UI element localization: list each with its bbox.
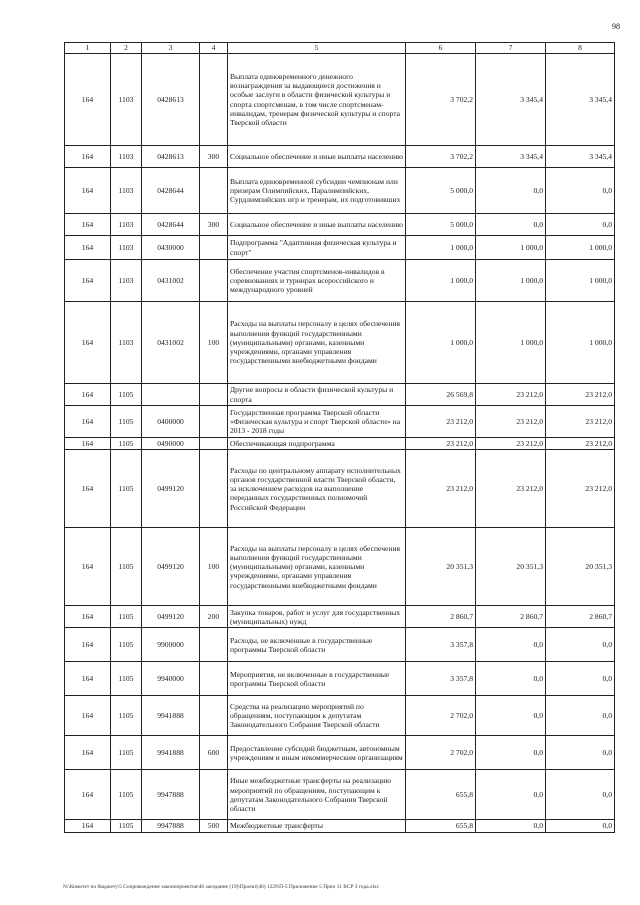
cell-c3: 9947888 xyxy=(142,770,200,820)
cell-c4: 200 xyxy=(200,606,228,628)
cell-c1: 164 xyxy=(65,260,111,302)
cell-v7: 2 860,7 xyxy=(476,606,546,628)
cell-c4 xyxy=(200,662,228,696)
cell-c4 xyxy=(200,450,228,528)
cell-c1: 164 xyxy=(65,438,111,450)
cell-v7: 23 212,0 xyxy=(476,384,546,406)
cell-v7: 23 212,0 xyxy=(476,438,546,450)
cell-c3: 0499120 xyxy=(142,606,200,628)
cell-v8: 0,0 xyxy=(546,662,615,696)
cell-desc: Расходы на выплаты персоналу в целях обеспечения выполнения функций государственными (муниципальными) органами, казенными учреждениями, органами управления государственными внебюджетными фондами xyxy=(228,302,406,384)
cell-c4: 100 xyxy=(200,302,228,384)
column-header: 5 xyxy=(228,43,406,54)
table-row xyxy=(65,54,615,146)
cell-c3: 0428644 xyxy=(142,168,200,214)
cell-v8: 20 351,3 xyxy=(546,528,615,606)
column-header: 1 xyxy=(65,43,111,54)
cell-v6: 5 000,0 xyxy=(406,168,476,214)
table-row xyxy=(65,736,615,770)
cell-c3: 0490000 xyxy=(142,438,200,450)
cell-v7: 1 000,0 xyxy=(476,302,546,384)
column-header: 6 xyxy=(406,43,476,54)
cell-desc: Расходы на выплаты персоналу в целях обеспечения выполнения функций государственными (муниципальными) органами, казенными учреждениями, органами управления государственными внебюджетными фондами xyxy=(228,528,406,606)
cell-v6: 5 000,0 xyxy=(406,214,476,236)
cell-v7: 0,0 xyxy=(476,770,546,820)
cell-c1: 164 xyxy=(65,236,111,260)
cell-c2: 1105 xyxy=(111,736,142,770)
cell-desc: Выплата единовременного денежного вознаграждения за выдающиеся достижения и особые заслуги в области физической культуры и спорта спортсменам, в том числе спортсменам-инвалидам, тренерам физической культуры и спорта Тверской области xyxy=(228,54,406,146)
cell-c2: 1105 xyxy=(111,820,142,832)
table-row xyxy=(65,438,615,450)
cell-c2: 1105 xyxy=(111,438,142,450)
cell-c1: 164 xyxy=(65,406,111,438)
cell-v7: 0,0 xyxy=(476,820,546,832)
cell-desc: Иные межбюджетные трансферты на реализацию мероприятий по обращениям, поступающим к депутатам Законодательного Собрания Тверской области xyxy=(228,770,406,820)
table-header-row xyxy=(65,43,615,54)
cell-c4: 600 xyxy=(200,736,228,770)
table-row xyxy=(65,662,615,696)
cell-v7: 23 212,0 xyxy=(476,450,546,528)
table-row xyxy=(65,214,615,236)
table-row xyxy=(65,450,615,528)
cell-desc: Расходы по центральному аппарату исполнительных органов государственной власти Тверской области, за исключением расходов на выполнение переданных государственных полномочий Российской Федерации xyxy=(228,450,406,528)
cell-c2: 1103 xyxy=(111,260,142,302)
cell-c1: 164 xyxy=(65,820,111,832)
cell-v8: 0,0 xyxy=(546,736,615,770)
cell-c4 xyxy=(200,406,228,438)
cell-desc: Средства на реализацию мероприятий по обращениям, поступающим к депутатам Законодательного Собрания Тверской области xyxy=(228,696,406,736)
cell-c3: 0431002 xyxy=(142,260,200,302)
cell-v7: 1 000,0 xyxy=(476,236,546,260)
table-row xyxy=(65,260,615,302)
cell-v7: 0,0 xyxy=(476,168,546,214)
cell-c4 xyxy=(200,438,228,450)
table-row xyxy=(65,406,615,438)
cell-desc: Межбюджетные трансферты xyxy=(228,820,406,832)
cell-c1: 164 xyxy=(65,662,111,696)
cell-v8: 3 345,4 xyxy=(546,146,615,168)
table-row xyxy=(65,384,615,406)
cell-c2: 1105 xyxy=(111,450,142,528)
cell-v6: 655,8 xyxy=(406,820,476,832)
cell-v6: 1 000,0 xyxy=(406,302,476,384)
cell-c1: 164 xyxy=(65,168,111,214)
table-row xyxy=(65,820,615,832)
cell-desc: Государственная программа Тверской области «Физическая культура и спорт Тверской области» на 2013 - 2018 годы xyxy=(228,406,406,438)
cell-v6: 23 212,0 xyxy=(406,438,476,450)
cell-desc: Мероприятия, не включенные в государственные программы Тверской области xyxy=(228,662,406,696)
cell-c3: 0428644 xyxy=(142,214,200,236)
cell-v8: 23 212,0 xyxy=(546,450,615,528)
cell-c1: 164 xyxy=(65,736,111,770)
cell-c2: 1105 xyxy=(111,606,142,628)
budget-table xyxy=(64,42,615,833)
cell-desc: Подпрограмма "Адаптивная физическая культура и спорт" xyxy=(228,236,406,260)
cell-desc: Обеспечивающая подпрограмма xyxy=(228,438,406,450)
cell-v8: 0,0 xyxy=(546,770,615,820)
cell-c2: 1103 xyxy=(111,214,142,236)
cell-c4: 500 xyxy=(200,820,228,832)
cell-c4 xyxy=(200,168,228,214)
cell-v8: 0,0 xyxy=(546,168,615,214)
cell-c1: 164 xyxy=(65,606,111,628)
cell-c1: 164 xyxy=(65,384,111,406)
cell-c3: 9940000 xyxy=(142,662,200,696)
cell-v6: 3 702,2 xyxy=(406,146,476,168)
cell-c2: 1103 xyxy=(111,168,142,214)
cell-c4 xyxy=(200,260,228,302)
cell-v8: 23 212,0 xyxy=(546,438,615,450)
cell-c2: 1103 xyxy=(111,146,142,168)
cell-v8: 23 212,0 xyxy=(546,406,615,438)
cell-c1: 164 xyxy=(65,302,111,384)
cell-c3 xyxy=(142,384,200,406)
cell-desc: Закупка товаров, работ и услуг для государственных (муниципальных) нужд xyxy=(228,606,406,628)
cell-v7: 0,0 xyxy=(476,662,546,696)
cell-v8: 0,0 xyxy=(546,214,615,236)
cell-v7: 1 000,0 xyxy=(476,260,546,302)
column-header: 7 xyxy=(476,43,546,54)
cell-c3: 0400000 xyxy=(142,406,200,438)
column-header: 8 xyxy=(546,43,615,54)
cell-desc: Другие вопросы в области физической культуры и спорта xyxy=(228,384,406,406)
cell-c1: 164 xyxy=(65,54,111,146)
cell-desc: Социальное обеспечение и иные выплаты населению xyxy=(228,214,406,236)
cell-c4 xyxy=(200,384,228,406)
cell-v6: 2 702,0 xyxy=(406,736,476,770)
cell-c3: 0428613 xyxy=(142,54,200,146)
cell-c2: 1105 xyxy=(111,696,142,736)
cell-v8: 0,0 xyxy=(546,628,615,662)
cell-c3: 0428613 xyxy=(142,146,200,168)
cell-c4 xyxy=(200,770,228,820)
cell-v8: 1 000,0 xyxy=(546,260,615,302)
cell-v6: 2 860,7 xyxy=(406,606,476,628)
cell-v8: 1 000,0 xyxy=(546,302,615,384)
cell-v8: 0,0 xyxy=(546,820,615,832)
cell-desc: Предоставление субсидий бюджетным, автономным учреждениям и иным некоммерческим организациям xyxy=(228,736,406,770)
cell-v8: 3 345,4 xyxy=(546,54,615,146)
table-row xyxy=(65,606,615,628)
column-header: 3 xyxy=(142,43,200,54)
cell-c2: 1105 xyxy=(111,662,142,696)
cell-c2: 1105 xyxy=(111,406,142,438)
cell-c2: 1105 xyxy=(111,384,142,406)
table-row xyxy=(65,628,615,662)
cell-v8: 2 860,7 xyxy=(546,606,615,628)
cell-c3: 9941888 xyxy=(142,696,200,736)
table-row xyxy=(65,236,615,260)
cell-c1: 164 xyxy=(65,214,111,236)
cell-c4 xyxy=(200,54,228,146)
cell-c2: 1105 xyxy=(111,628,142,662)
cell-c4 xyxy=(200,236,228,260)
cell-v6: 2 702,0 xyxy=(406,696,476,736)
cell-c4: 100 xyxy=(200,528,228,606)
cell-v6: 3 702,2 xyxy=(406,54,476,146)
cell-c3: 0499120 xyxy=(142,450,200,528)
cell-c3: 9900000 xyxy=(142,628,200,662)
cell-c3: 9947888 xyxy=(142,820,200,832)
cell-c1: 164 xyxy=(65,696,111,736)
cell-v7: 20 351,3 xyxy=(476,528,546,606)
cell-v6: 23 212,0 xyxy=(406,406,476,438)
cell-v8: 1 000,0 xyxy=(546,236,615,260)
cell-c4 xyxy=(200,628,228,662)
cell-desc: Социальное обеспечение и иные выплаты населению xyxy=(228,146,406,168)
cell-v7: 3 345,4 xyxy=(476,146,546,168)
cell-v7: 0,0 xyxy=(476,736,546,770)
page-number: 98 xyxy=(612,22,620,31)
cell-c2: 1105 xyxy=(111,528,142,606)
cell-c2: 1103 xyxy=(111,236,142,260)
cell-v6: 3 357,8 xyxy=(406,662,476,696)
cell-c1: 164 xyxy=(65,450,111,528)
cell-v7: 23 212,0 xyxy=(476,406,546,438)
cell-v6: 26 569,8 xyxy=(406,384,476,406)
cell-c2: 1105 xyxy=(111,770,142,820)
cell-c3: 9941888 xyxy=(142,736,200,770)
table-row xyxy=(65,146,615,168)
cell-c3: 0431002 xyxy=(142,302,200,384)
cell-v6: 1 000,0 xyxy=(406,260,476,302)
cell-desc: Выплата единовременной субсидии чемпионам или призерам Олимпийских, Паралимпийских, Сурдлимпийских игр и тренерам, их подготовивших xyxy=(228,168,406,214)
cell-v7: 3 345,4 xyxy=(476,54,546,146)
cell-desc: Обеспечение участия спортсменов-инвалидов в соревнованиях и турнирах всероссийского и международного уровней xyxy=(228,260,406,302)
cell-v7: 0,0 xyxy=(476,628,546,662)
file-path-footer: N:\Комитет по бюджету\5 Сопровождение законопроектов\46 заседание (19)\Проект(46) 1229\П-5 Приложение 5 Прил 11 ВСР 3 года.xlsx xyxy=(63,884,379,890)
cell-c4: 300 xyxy=(200,214,228,236)
cell-c4 xyxy=(200,696,228,736)
cell-v8: 0,0 xyxy=(546,696,615,736)
cell-c2: 1103 xyxy=(111,54,142,146)
cell-c4: 300 xyxy=(200,146,228,168)
cell-v7: 0,0 xyxy=(476,214,546,236)
cell-c2: 1103 xyxy=(111,302,142,384)
table-row xyxy=(65,770,615,820)
cell-v6: 20 351,3 xyxy=(406,528,476,606)
table-row xyxy=(65,528,615,606)
cell-desc: Расходы, не включенные в государственные программы Тверской области xyxy=(228,628,406,662)
cell-c1: 164 xyxy=(65,528,111,606)
cell-v8: 23 212,0 xyxy=(546,384,615,406)
cell-c1: 164 xyxy=(65,628,111,662)
table-row xyxy=(65,696,615,736)
cell-v7: 0,0 xyxy=(476,696,546,736)
column-header: 2 xyxy=(111,43,142,54)
cell-v6: 3 357,8 xyxy=(406,628,476,662)
column-header: 4 xyxy=(200,43,228,54)
table-row xyxy=(65,302,615,384)
table-row xyxy=(65,168,615,214)
cell-c1: 164 xyxy=(65,770,111,820)
cell-c3: 0499120 xyxy=(142,528,200,606)
cell-v6: 23 212,0 xyxy=(406,450,476,528)
cell-v6: 1 000,0 xyxy=(406,236,476,260)
cell-c3: 0430000 xyxy=(142,236,200,260)
cell-c1: 164 xyxy=(65,146,111,168)
cell-v6: 655,8 xyxy=(406,770,476,820)
